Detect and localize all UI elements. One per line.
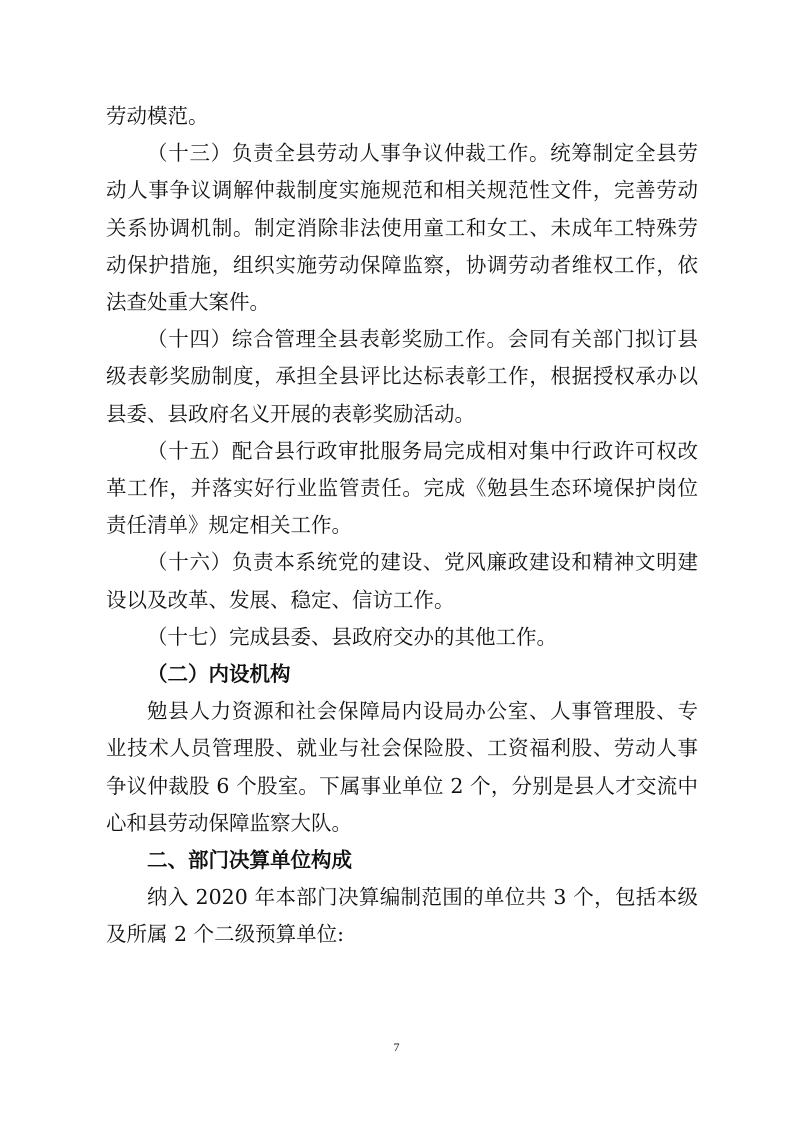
paragraph-unit-composition: 纳入 2020 年本部门决算编制范围的单位共 3 个，包括本级及所属 2 个二级预算单位: (106, 885, 698, 947)
paragraph-item-13: （十三）负责全县劳动人事争议仲裁工作。统筹制定全县劳动人事争议调解仲裁制度实施规范和相关规范性文件，完善劳动关系协调机制。制定消除非法使用童工和女工、未成年工特殊劳动保护措施，组织实施劳动保障监察，协调劳动者维权工作，依法查处重大案件。 (106, 141, 698, 315)
paragraph-internal-structure: 勉县人力资源和社会保障局内设局办公室、人事管理股、专业技术人员管理股、就业与社会保险股、工资福利股、劳动人事争议仲裁股 6 个股室。下属事业单位 2 个，分别是县人才交流中心和县劳动保障监察大队。 (106, 699, 698, 835)
paragraph-item-17: （十七）完成县委、县政府交办的其他工作。 (147, 624, 557, 649)
section-heading-unit-composition: 二、部门决算单位构成 (147, 848, 352, 873)
section-heading-internal-structure: （二）内设机构 (147, 662, 291, 687)
paragraph-item-14: （十四）综合管理全县表彰奖励工作。会同有关部门拟订县级表彰奖励制度，承担全县评比达标表彰工作，根据授权承办以县委、县政府名义开展的表彰奖励活动。 (106, 327, 698, 426)
page-number: 7 (393, 1040, 400, 1054)
paragraph-item-16: （十六）负责本系统党的建设、党风廉政建设和精神文明建设以及改革、发展、稳定、信访工作。 (106, 550, 698, 612)
paragraph-item-15: （十五）配合县行政审批服务局完成相对集中行政许可权改革工作，并落实好行业监管责任。完成《勉县生态环境保护岗位责任清单》规定相关工作。 (106, 438, 698, 538)
paragraph-continuation: 劳动模范。 (106, 104, 209, 128)
page-content (106, 98, 698, 954)
